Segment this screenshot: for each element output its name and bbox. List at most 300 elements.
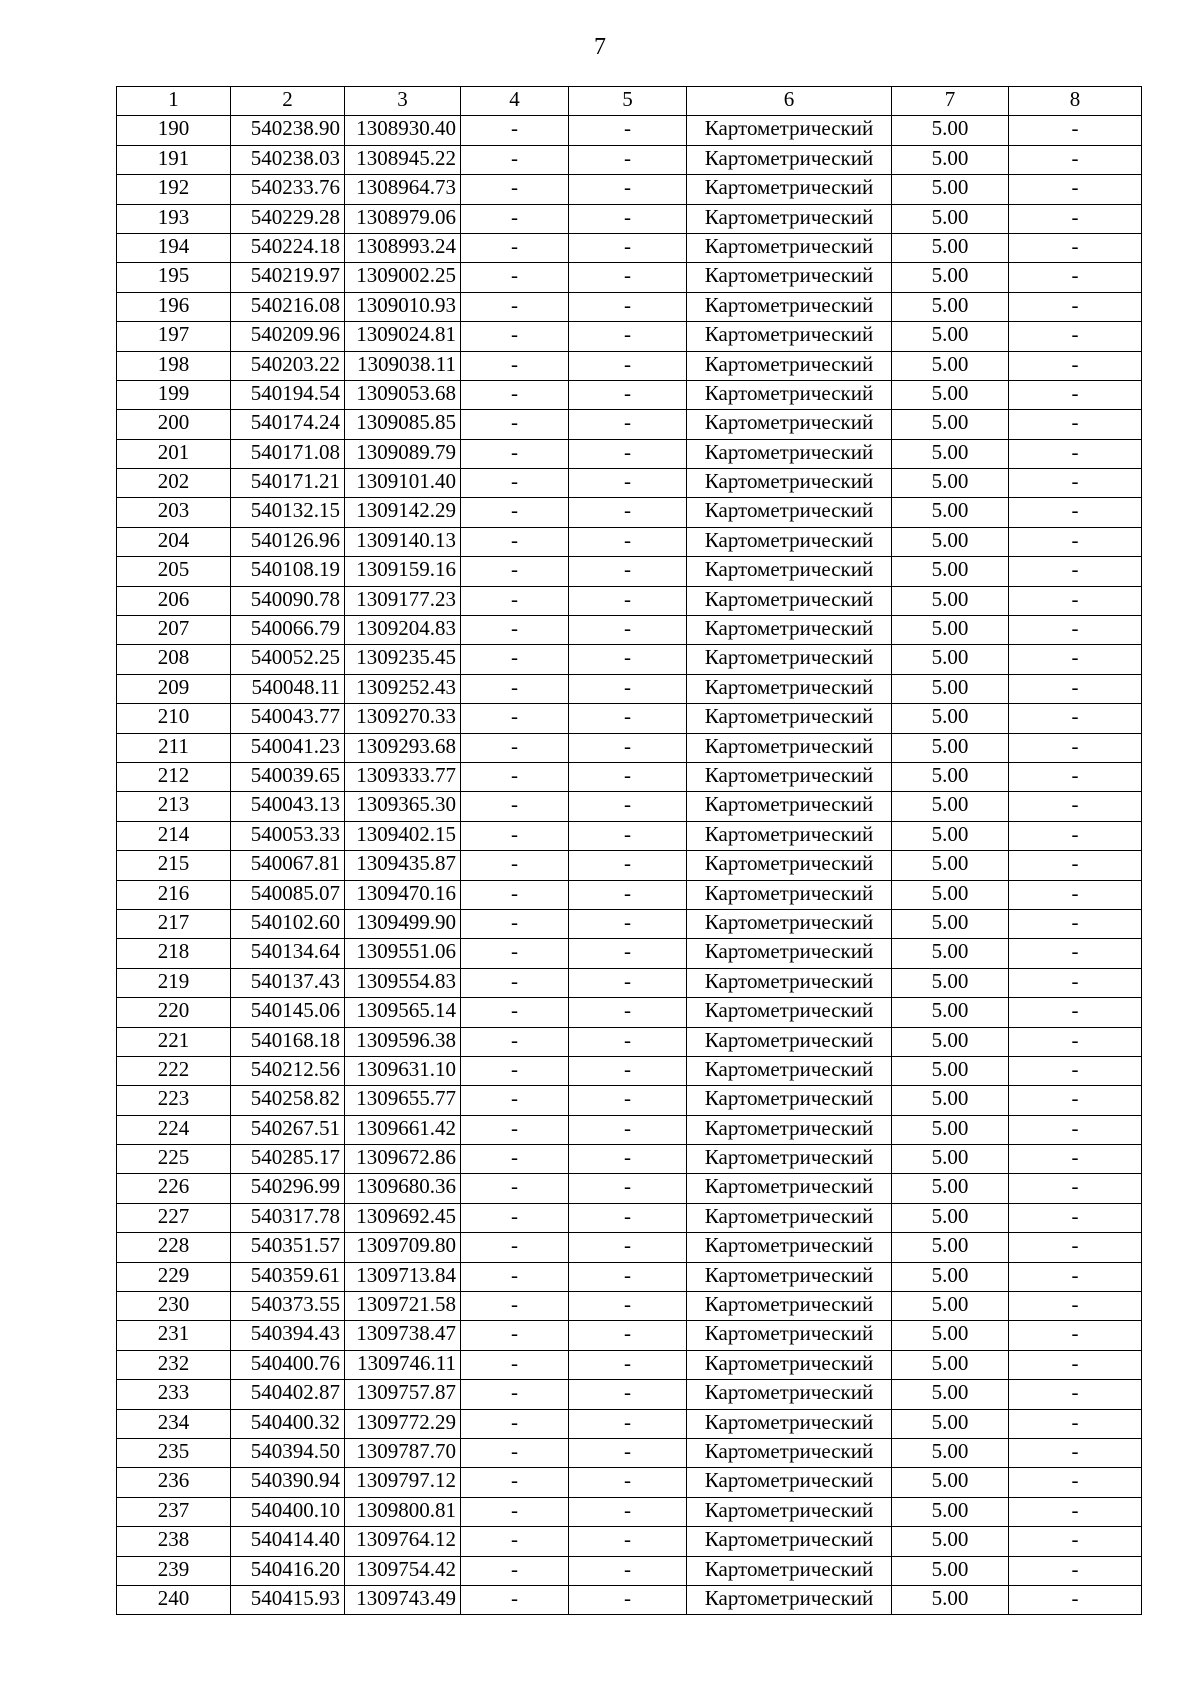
x-coordinate-cell: 540238.03 (231, 145, 345, 174)
col-5-value-cell: - (569, 557, 687, 586)
accuracy-cell: 5.00 (892, 998, 1009, 1027)
col-4-value-cell: - (461, 1497, 569, 1526)
x-coordinate-cell: 540102.60 (231, 909, 345, 938)
x-coordinate-cell: 540134.64 (231, 939, 345, 968)
col-4-value-cell: - (461, 1468, 569, 1497)
col-5-value-cell: - (569, 322, 687, 351)
y-coordinate-cell: 1309721.58 (345, 1292, 461, 1321)
x-coordinate-cell: 540145.06 (231, 998, 345, 1027)
col-5-value-cell: - (569, 1380, 687, 1409)
accuracy-cell: 5.00 (892, 233, 1009, 262)
method-cell: Картометрический (687, 498, 892, 527)
y-coordinate-cell: 1308979.06 (345, 204, 461, 233)
point-number-cell: 215 (117, 851, 231, 880)
col-8-value-cell: - (1009, 939, 1142, 968)
table-row (117, 939, 1142, 968)
col-4-value-cell: - (461, 322, 569, 351)
col-4-value-cell: - (461, 439, 569, 468)
x-coordinate-cell: 540238.90 (231, 116, 345, 145)
x-coordinate-cell: 540126.96 (231, 527, 345, 556)
col-5-value-cell: - (569, 1497, 687, 1526)
x-coordinate-cell: 540233.76 (231, 175, 345, 204)
col-4-value-cell: - (461, 704, 569, 733)
table-row (117, 1350, 1142, 1379)
accuracy-cell: 5.00 (892, 116, 1009, 145)
y-coordinate-cell: 1309024.81 (345, 322, 461, 351)
method-cell: Картометрический (687, 263, 892, 292)
point-number-cell: 191 (117, 145, 231, 174)
x-coordinate-cell: 540216.08 (231, 292, 345, 321)
col-5-value-cell: - (569, 616, 687, 645)
y-coordinate-cell: 1309333.77 (345, 762, 461, 791)
table-row (117, 1174, 1142, 1203)
point-number-cell: 237 (117, 1497, 231, 1526)
x-coordinate-cell: 540402.87 (231, 1380, 345, 1409)
col-4-value-cell: - (461, 1409, 569, 1438)
accuracy-cell: 5.00 (892, 1203, 1009, 1232)
y-coordinate-cell: 1309680.36 (345, 1174, 461, 1203)
col-4-value-cell: - (461, 1321, 569, 1350)
method-cell: Картометрический (687, 1056, 892, 1085)
accuracy-cell: 5.00 (892, 821, 1009, 850)
method-cell: Картометрический (687, 733, 892, 762)
col-5-value-cell: - (569, 704, 687, 733)
y-coordinate-cell: 1309787.70 (345, 1438, 461, 1467)
method-cell: Картометрический (687, 1438, 892, 1467)
point-number-cell: 207 (117, 616, 231, 645)
col-8-value-cell: - (1009, 674, 1142, 703)
accuracy-cell: 5.00 (892, 851, 1009, 880)
method-cell: Картометрический (687, 145, 892, 174)
col-8-value-cell: - (1009, 1468, 1142, 1497)
accuracy-cell: 5.00 (892, 439, 1009, 468)
method-cell: Картометрический (687, 851, 892, 880)
accuracy-cell: 5.00 (892, 1321, 1009, 1350)
col-8-value-cell: - (1009, 586, 1142, 615)
col-4-value-cell: - (461, 557, 569, 586)
col-8-value-cell: - (1009, 1350, 1142, 1379)
point-number-cell: 196 (117, 292, 231, 321)
method-cell: Картометрический (687, 439, 892, 468)
point-number-cell: 213 (117, 792, 231, 821)
page-number: 7 (594, 34, 606, 60)
method-cell: Картометрический (687, 116, 892, 145)
method-cell: Картометрический (687, 616, 892, 645)
col-8-value-cell: - (1009, 557, 1142, 586)
col-5-value-cell: - (569, 439, 687, 468)
col-5-value-cell: - (569, 292, 687, 321)
accuracy-cell: 5.00 (892, 292, 1009, 321)
point-number-cell: 199 (117, 380, 231, 409)
col-8-value-cell: - (1009, 1585, 1142, 1614)
col-8-value-cell: - (1009, 1380, 1142, 1409)
col-5-value-cell: - (569, 1086, 687, 1115)
method-cell: Картометрический (687, 1027, 892, 1056)
col-4-value-cell: - (461, 1145, 569, 1174)
method-cell: Картометрический (687, 674, 892, 703)
col-5-value-cell: - (569, 498, 687, 527)
method-cell: Картометрический (687, 527, 892, 556)
col-4-value-cell: - (461, 410, 569, 439)
col-8-value-cell: - (1009, 1262, 1142, 1291)
point-number-cell: 232 (117, 1350, 231, 1379)
col-8-value-cell: - (1009, 263, 1142, 292)
column-header: 6 (687, 87, 892, 116)
col-5-value-cell: - (569, 880, 687, 909)
table-row (117, 1380, 1142, 1409)
x-coordinate-cell: 540041.23 (231, 733, 345, 762)
table-row (117, 1556, 1142, 1585)
table-row (117, 322, 1142, 351)
col-5-value-cell: - (569, 1056, 687, 1085)
method-cell: Картометрический (687, 909, 892, 938)
col-4-value-cell: - (461, 762, 569, 791)
x-coordinate-cell: 540394.43 (231, 1321, 345, 1350)
x-coordinate-cell: 540066.79 (231, 616, 345, 645)
point-number-cell: 222 (117, 1056, 231, 1085)
table-row (117, 1027, 1142, 1056)
method-cell: Картометрический (687, 175, 892, 204)
col-8-value-cell: - (1009, 175, 1142, 204)
col-8-value-cell: - (1009, 851, 1142, 880)
col-5-value-cell: - (569, 645, 687, 674)
col-5-value-cell: - (569, 527, 687, 556)
y-coordinate-cell: 1309764.12 (345, 1527, 461, 1556)
col-5-value-cell: - (569, 1438, 687, 1467)
col-4-value-cell: - (461, 498, 569, 527)
col-4-value-cell: - (461, 792, 569, 821)
point-number-cell: 234 (117, 1409, 231, 1438)
col-5-value-cell: - (569, 380, 687, 409)
table-row (117, 880, 1142, 909)
method-cell: Картометрический (687, 1556, 892, 1585)
table-row (117, 1233, 1142, 1262)
col-4-value-cell: - (461, 968, 569, 997)
col-5-value-cell: - (569, 1115, 687, 1144)
col-5-value-cell: - (569, 909, 687, 938)
accuracy-cell: 5.00 (892, 1380, 1009, 1409)
col-8-value-cell: - (1009, 351, 1142, 380)
y-coordinate-cell: 1309554.83 (345, 968, 461, 997)
point-number-cell: 217 (117, 909, 231, 938)
method-cell: Картометрический (687, 1468, 892, 1497)
accuracy-cell: 5.00 (892, 762, 1009, 791)
col-8-value-cell: - (1009, 1203, 1142, 1232)
x-coordinate-cell: 540229.28 (231, 204, 345, 233)
y-coordinate-cell: 1309631.10 (345, 1056, 461, 1085)
col-4-value-cell: - (461, 909, 569, 938)
col-5-value-cell: - (569, 1527, 687, 1556)
col-5-value-cell: - (569, 116, 687, 145)
table-row (117, 175, 1142, 204)
accuracy-cell: 5.00 (892, 322, 1009, 351)
col-8-value-cell: - (1009, 1027, 1142, 1056)
accuracy-cell: 5.00 (892, 557, 1009, 586)
col-8-value-cell: - (1009, 410, 1142, 439)
method-cell: Картометрический (687, 1233, 892, 1262)
x-coordinate-cell: 540194.54 (231, 380, 345, 409)
table-row (117, 469, 1142, 498)
x-coordinate-cell: 540267.51 (231, 1115, 345, 1144)
x-coordinate-cell: 540171.08 (231, 439, 345, 468)
col-5-value-cell: - (569, 998, 687, 1027)
x-coordinate-cell: 540416.20 (231, 1556, 345, 1585)
table-row (117, 909, 1142, 938)
col-5-value-cell: - (569, 1556, 687, 1585)
x-coordinate-cell: 540317.78 (231, 1203, 345, 1232)
x-coordinate-cell: 540359.61 (231, 1262, 345, 1291)
point-number-cell: 223 (117, 1086, 231, 1115)
x-coordinate-cell: 540168.18 (231, 1027, 345, 1056)
accuracy-cell: 5.00 (892, 380, 1009, 409)
point-number-cell: 210 (117, 704, 231, 733)
y-coordinate-cell: 1309101.40 (345, 469, 461, 498)
col-5-value-cell: - (569, 1262, 687, 1291)
col-5-value-cell: - (569, 1145, 687, 1174)
accuracy-cell: 5.00 (892, 968, 1009, 997)
method-cell: Картометрический (687, 1321, 892, 1350)
y-coordinate-cell: 1309797.12 (345, 1468, 461, 1497)
accuracy-cell: 5.00 (892, 1497, 1009, 1526)
y-coordinate-cell: 1309551.06 (345, 939, 461, 968)
column-header: 2 (231, 87, 345, 116)
col-5-value-cell: - (569, 263, 687, 292)
point-number-cell: 221 (117, 1027, 231, 1056)
col-8-value-cell: - (1009, 1233, 1142, 1262)
accuracy-cell: 5.00 (892, 1145, 1009, 1174)
x-coordinate-cell: 540414.40 (231, 1527, 345, 1556)
col-8-value-cell: - (1009, 1321, 1142, 1350)
x-coordinate-cell: 540394.50 (231, 1438, 345, 1467)
point-number-cell: 233 (117, 1380, 231, 1409)
col-4-value-cell: - (461, 1115, 569, 1144)
point-number-cell: 228 (117, 1233, 231, 1262)
point-number-cell: 211 (117, 733, 231, 762)
table-row (117, 1262, 1142, 1291)
column-header: 8 (1009, 87, 1142, 116)
column-header: 1 (117, 87, 231, 116)
point-number-cell: 224 (117, 1115, 231, 1144)
table-row (117, 1468, 1142, 1497)
col-8-value-cell: - (1009, 1145, 1142, 1174)
point-number-cell: 225 (117, 1145, 231, 1174)
col-8-value-cell: - (1009, 998, 1142, 1027)
method-cell: Картометрический (687, 1115, 892, 1144)
col-5-value-cell: - (569, 821, 687, 850)
y-coordinate-cell: 1309270.33 (345, 704, 461, 733)
x-coordinate-cell: 540400.76 (231, 1350, 345, 1379)
y-coordinate-cell: 1309565.14 (345, 998, 461, 1027)
table-row (117, 645, 1142, 674)
column-header: 4 (461, 87, 569, 116)
col-4-value-cell: - (461, 1262, 569, 1291)
column-header: 3 (345, 87, 461, 116)
table-row (117, 1145, 1142, 1174)
accuracy-cell: 5.00 (892, 880, 1009, 909)
col-4-value-cell: - (461, 292, 569, 321)
col-5-value-cell: - (569, 1174, 687, 1203)
table-row (117, 292, 1142, 321)
col-4-value-cell: - (461, 1203, 569, 1232)
method-cell: Картометрический (687, 792, 892, 821)
col-8-value-cell: - (1009, 1556, 1142, 1585)
col-4-value-cell: - (461, 1556, 569, 1585)
y-coordinate-cell: 1309743.49 (345, 1585, 461, 1614)
accuracy-cell: 5.00 (892, 204, 1009, 233)
accuracy-cell: 5.00 (892, 1174, 1009, 1203)
x-coordinate-cell: 540085.07 (231, 880, 345, 909)
accuracy-cell: 5.00 (892, 469, 1009, 498)
method-cell: Картометрический (687, 1497, 892, 1526)
x-coordinate-cell: 540400.10 (231, 1497, 345, 1526)
accuracy-cell: 5.00 (892, 1409, 1009, 1438)
col-5-value-cell: - (569, 733, 687, 762)
x-coordinate-cell: 540108.19 (231, 557, 345, 586)
col-5-value-cell: - (569, 1468, 687, 1497)
point-number-cell: 192 (117, 175, 231, 204)
table-row (117, 733, 1142, 762)
method-cell: Картометрический (687, 410, 892, 439)
column-header: 5 (569, 87, 687, 116)
col-4-value-cell: - (461, 733, 569, 762)
accuracy-cell: 5.00 (892, 1115, 1009, 1144)
col-5-value-cell: - (569, 762, 687, 791)
table-row (117, 410, 1142, 439)
accuracy-cell: 5.00 (892, 1438, 1009, 1467)
table-body (117, 116, 1142, 1615)
col-8-value-cell: - (1009, 880, 1142, 909)
method-cell: Картометрический (687, 1086, 892, 1115)
table-row (117, 1438, 1142, 1467)
point-number-cell: 230 (117, 1292, 231, 1321)
point-number-cell: 229 (117, 1262, 231, 1291)
col-5-value-cell: - (569, 1233, 687, 1262)
y-coordinate-cell: 1309470.16 (345, 880, 461, 909)
col-5-value-cell: - (569, 351, 687, 380)
method-cell: Картометрический (687, 1262, 892, 1291)
table-row (117, 263, 1142, 292)
x-coordinate-cell: 540052.25 (231, 645, 345, 674)
x-coordinate-cell: 540351.57 (231, 1233, 345, 1262)
col-8-value-cell: - (1009, 704, 1142, 733)
accuracy-cell: 5.00 (892, 909, 1009, 938)
col-5-value-cell: - (569, 1292, 687, 1321)
point-number-cell: 201 (117, 439, 231, 468)
table-row (117, 204, 1142, 233)
col-5-value-cell: - (569, 233, 687, 262)
col-8-value-cell: - (1009, 1056, 1142, 1085)
col-4-value-cell: - (461, 1292, 569, 1321)
point-number-cell: 239 (117, 1556, 231, 1585)
y-coordinate-cell: 1309772.29 (345, 1409, 461, 1438)
accuracy-cell: 5.00 (892, 145, 1009, 174)
y-coordinate-cell: 1309177.23 (345, 586, 461, 615)
col-4-value-cell: - (461, 1380, 569, 1409)
point-number-cell: 204 (117, 527, 231, 556)
point-number-cell: 193 (117, 204, 231, 233)
y-coordinate-cell: 1309655.77 (345, 1086, 461, 1115)
point-number-cell: 220 (117, 998, 231, 1027)
y-coordinate-cell: 1309159.16 (345, 557, 461, 586)
col-8-value-cell: - (1009, 292, 1142, 321)
col-4-value-cell: - (461, 1233, 569, 1262)
col-4-value-cell: - (461, 616, 569, 645)
point-number-cell: 214 (117, 821, 231, 850)
col-5-value-cell: - (569, 1321, 687, 1350)
accuracy-cell: 5.00 (892, 1056, 1009, 1085)
method-cell: Картометрический (687, 204, 892, 233)
y-coordinate-cell: 1309204.83 (345, 616, 461, 645)
header-row (117, 87, 1142, 116)
table-row (117, 380, 1142, 409)
point-number-cell: 203 (117, 498, 231, 527)
method-cell: Картометрический (687, 557, 892, 586)
col-8-value-cell: - (1009, 1527, 1142, 1556)
point-number-cell: 231 (117, 1321, 231, 1350)
col-8-value-cell: - (1009, 1497, 1142, 1526)
x-coordinate-cell: 540224.18 (231, 233, 345, 262)
method-cell: Картометрический (687, 880, 892, 909)
method-cell: Картометрический (687, 1174, 892, 1203)
table-row (117, 1292, 1142, 1321)
x-coordinate-cell: 540219.97 (231, 263, 345, 292)
x-coordinate-cell: 540067.81 (231, 851, 345, 880)
accuracy-cell: 5.00 (892, 733, 1009, 762)
x-coordinate-cell: 540043.77 (231, 704, 345, 733)
y-coordinate-cell: 1309661.42 (345, 1115, 461, 1144)
y-coordinate-cell: 1309692.45 (345, 1203, 461, 1232)
accuracy-cell: 5.00 (892, 939, 1009, 968)
point-number-cell: 240 (117, 1585, 231, 1614)
col-8-value-cell: - (1009, 439, 1142, 468)
x-coordinate-cell: 540212.56 (231, 1056, 345, 1085)
column-header: 7 (892, 87, 1009, 116)
col-4-value-cell: - (461, 263, 569, 292)
col-5-value-cell: - (569, 851, 687, 880)
col-4-value-cell: - (461, 586, 569, 615)
table-row (117, 821, 1142, 850)
col-4-value-cell: - (461, 939, 569, 968)
col-5-value-cell: - (569, 469, 687, 498)
col-8-value-cell: - (1009, 145, 1142, 174)
table-row (117, 762, 1142, 791)
point-number-cell: 206 (117, 586, 231, 615)
col-5-value-cell: - (569, 1350, 687, 1379)
point-number-cell: 216 (117, 880, 231, 909)
table-row (117, 616, 1142, 645)
method-cell: Картометрический (687, 292, 892, 321)
y-coordinate-cell: 1309754.42 (345, 1556, 461, 1585)
y-coordinate-cell: 1309142.29 (345, 498, 461, 527)
y-coordinate-cell: 1309365.30 (345, 792, 461, 821)
accuracy-cell: 5.00 (892, 792, 1009, 821)
table-row (117, 557, 1142, 586)
col-8-value-cell: - (1009, 322, 1142, 351)
accuracy-cell: 5.00 (892, 1585, 1009, 1614)
col-8-value-cell: - (1009, 1409, 1142, 1438)
point-number-cell: 197 (117, 322, 231, 351)
y-coordinate-cell: 1309672.86 (345, 1145, 461, 1174)
col-8-value-cell: - (1009, 909, 1142, 938)
x-coordinate-cell: 540043.13 (231, 792, 345, 821)
col-5-value-cell: - (569, 586, 687, 615)
accuracy-cell: 5.00 (892, 1086, 1009, 1115)
y-coordinate-cell: 1309709.80 (345, 1233, 461, 1262)
table-row (117, 1086, 1142, 1115)
coordinates-table (116, 86, 1142, 1615)
accuracy-cell: 5.00 (892, 704, 1009, 733)
y-coordinate-cell: 1309252.43 (345, 674, 461, 703)
